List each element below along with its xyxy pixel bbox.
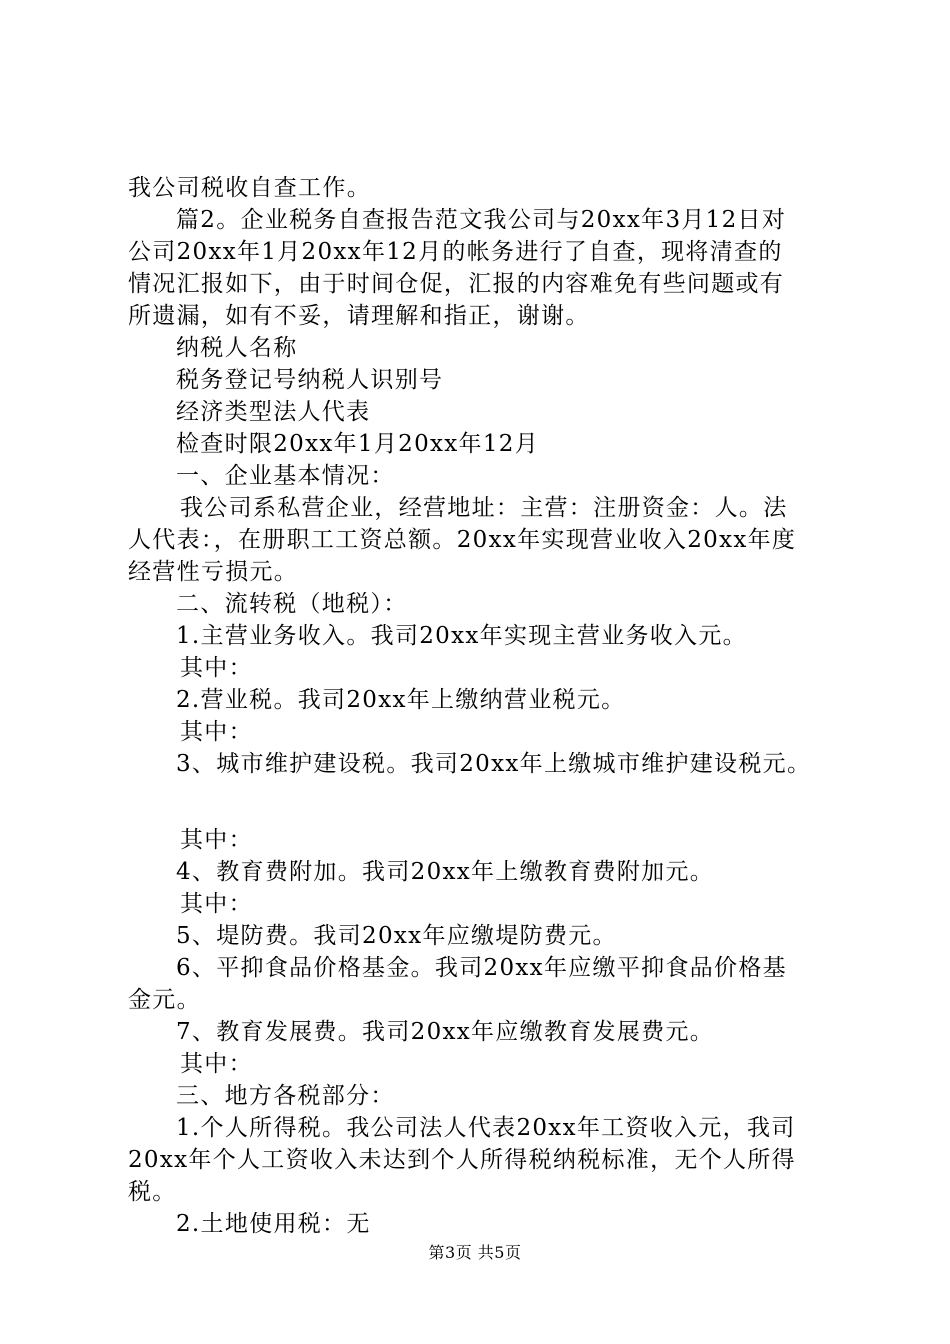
text-line: 经济类型法人代表 [176,399,371,425]
text-line: 人代表：，在册职工工资总额。20xx年实现营业收入20xx年度 [128,527,797,553]
text-line: 所遗漏，如有不妥，请理解和指正，谢谢。 [128,303,590,329]
text-line: 2.土地使用税：无 [176,1211,371,1237]
text-line: 税务登记号纳税人识别号 [176,367,444,393]
text-line: 情况汇报如下，由于时间仓促，汇报的内容难免有些问题或有 [128,271,785,297]
text-line: 经营性亏损元。 [128,559,299,585]
text-line: 1.个人所得税。我公司法人代表20xx年工资收入元，我司 [176,1115,796,1141]
text-line: 2.营业税。我司20xx年上缴纳营业税元。 [176,687,626,713]
text-line: 纳税人名称 [176,335,298,361]
text-line: 税。 [128,1179,177,1205]
text-line: 7、教育发展费。我司20xx年应缴教育发展费元。 [176,1019,715,1045]
text-line: 其中： [180,655,253,681]
section-heading: 二、流转税（地税）： [176,591,408,617]
text-line: 我公司税收自查工作。 [128,175,371,201]
text-line: 其中： [180,827,253,853]
text-line: 公司20xx年1月20xx年12月的帐务进行了自查，现将清查的 [128,239,783,265]
text-line: 20xx年个人工资收入未达到个人所得税纳税标准，无个人所得 [128,1147,796,1173]
text-line: 我公司系私营企业，经营地址：主营：注册资金：人。法 [180,495,788,521]
text-line: 检查时限20xx年1月20xx年12月 [176,431,540,457]
page-footer: 第3页 共5页 [428,1243,522,1262]
text-line: 3、城市维护建设税。我司20xx年上缴城市维护建设税元。 [176,751,812,777]
text-line: 金元。 [128,987,201,1013]
text-line: 4、教育费附加。我司20xx年上缴教育费附加元。 [176,859,715,885]
text-line: 1.主营业务收入。我司20xx年实现主营业务收入元。 [176,623,747,649]
text-line: 篇2。企业税务自查报告范文我公司与20xx年3月12日对 [176,207,787,233]
document-body [128,172,848,1240]
section-heading: 一、企业基本情况： [176,463,395,489]
text-line: 其中： [180,1051,253,1077]
text-line: 5、堤防费。我司20xx年应缴堤防费元。 [176,923,617,949]
text-line: 其中： [180,891,253,917]
text-line: 其中： [180,719,253,745]
blank-line [128,780,848,824]
section-heading: 三、地方各税部分： [176,1083,395,1109]
text-line: 6、平抑食品价格基金。我司20xx年应缴平抑食品价格基 [176,955,787,981]
